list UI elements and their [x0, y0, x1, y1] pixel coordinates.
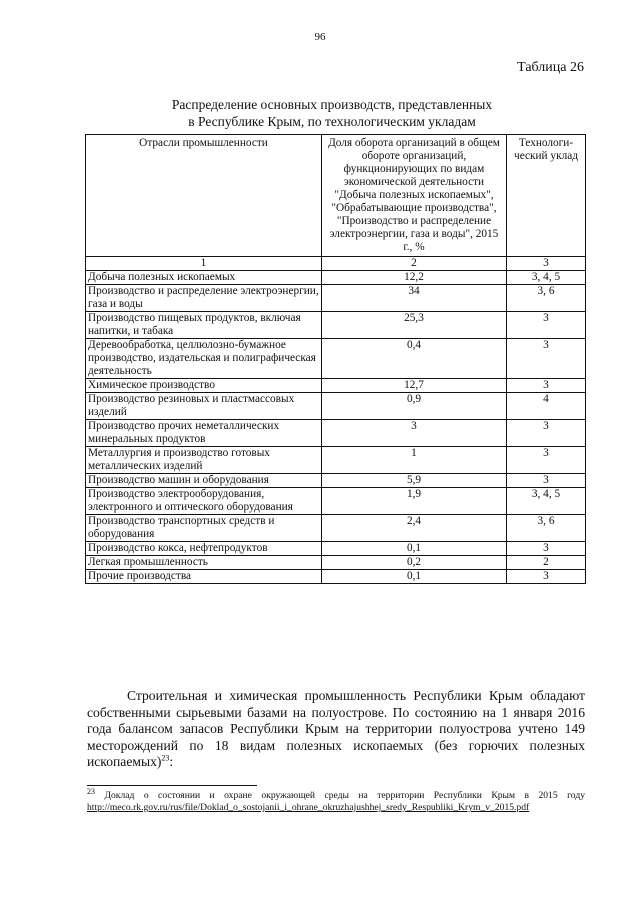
- cell-industry: Металлургия и производство готовых металлических изделий: [86, 447, 322, 474]
- cell-industry: Производство кокса, нефтепродуктов: [86, 542, 322, 556]
- table-row: [86, 393, 586, 420]
- table-row: [86, 474, 586, 488]
- cell-mode: 3: [507, 474, 586, 488]
- cell-share: 2,4: [322, 515, 507, 542]
- industry-table: [85, 134, 586, 584]
- cell-mode: 3: [507, 420, 586, 447]
- cell-share: 34: [322, 285, 507, 312]
- footnote-link[interactable]: http://meco.rk.gov.ru/rus/file/Doklad_o_sostojanii_i_ohrane_okruzhajushhej_sredy_Respubliki_Krym_v_2015.pdf: [87, 802, 530, 813]
- table-row: [86, 285, 586, 312]
- cell-industry: Производство машин и оборудования: [86, 474, 322, 488]
- table-row: [86, 379, 586, 393]
- cell-mode: 3: [507, 339, 586, 379]
- table-header-row: [86, 135, 586, 257]
- table-label: Таблица 26: [517, 60, 584, 75]
- cell-industry: Химическое производство: [86, 379, 322, 393]
- footnote-text: Доклад о состоянии и охране окружающей среды на территории Республики Крым в 2015 году: [104, 790, 585, 801]
- cell-share: 0,2: [322, 556, 507, 570]
- cell-industry: Деревообработка, целлюлозно-бумажное производство, издательская и полиграфическая деятельность: [86, 339, 322, 379]
- caption-line-2: в Республике Крым, по технологическим укладам: [188, 114, 476, 129]
- cell-share: 0,1: [322, 542, 507, 556]
- table-body: [86, 271, 586, 584]
- column-number-row: [86, 257, 586, 271]
- cell-industry: Добыча полезных ископаемых: [86, 271, 322, 285]
- cell-share: 12,7: [322, 379, 507, 393]
- column-number: 1: [86, 257, 322, 271]
- cell-mode: 3, 4, 5: [507, 488, 586, 515]
- cell-share: 0,4: [322, 339, 507, 379]
- table-row: [86, 488, 586, 515]
- footnote: [87, 786, 585, 814]
- footnote-reference[interactable]: 23: [161, 753, 170, 763]
- cell-share: 0,1: [322, 570, 507, 584]
- cell-industry: Производство прочих неметаллических минеральных продуктов: [86, 420, 322, 447]
- cell-industry: Производство пищевых продуктов, включая напитки, и табака: [86, 312, 322, 339]
- cell-share: 1,9: [322, 488, 507, 515]
- table-row: [86, 570, 586, 584]
- header-share: Доля оборота организаций в общем обороте организаций, функционирующих по видам экономической деятельности "Добыча полезных ископаемых", "Обрабатывающие производства", "Производство и распределение электроэнергии, газа и воды", 2015 г., %: [322, 135, 507, 257]
- table-row: [86, 339, 586, 379]
- body-text: Строительная и химическая промышленность Республики Крым обладают собственными сырьевыми базами на полуострове. По состоянию на 1 января 2016 года балансом запасов Республики Крым на территории полуострова учтено 149 месторождений по 18 видам полезных ископаемых (без горючих полезных ископаемых): [87, 688, 585, 769]
- cell-mode: 3: [507, 379, 586, 393]
- table-row: [86, 556, 586, 570]
- header-industry: Отрасли промышленности: [86, 135, 322, 257]
- cell-industry: Производство электрооборудования, электронного и оптического оборудования: [86, 488, 322, 515]
- header-mode: Технологи-ческий уклад: [507, 135, 586, 257]
- cell-share: 1: [322, 447, 507, 474]
- cell-share: 0,9: [322, 393, 507, 420]
- cell-share: 3: [322, 420, 507, 447]
- cell-industry: Производство транспортных средств и оборудования: [86, 515, 322, 542]
- cell-mode: 3, 6: [507, 285, 586, 312]
- cell-mode: 3: [507, 312, 586, 339]
- table-row: [86, 420, 586, 447]
- footnote-number: 23: [87, 786, 95, 796]
- table-row: [86, 271, 586, 285]
- cell-mode: 3, 6: [507, 515, 586, 542]
- cell-industry: Производство и распределение электроэнергии, газа и воды: [86, 285, 322, 312]
- cell-mode: 4: [507, 393, 586, 420]
- cell-mode: 3: [507, 570, 586, 584]
- cell-industry: Легкая промышленность: [86, 556, 322, 570]
- table-row: [86, 515, 586, 542]
- cell-share: 12,2: [322, 271, 507, 285]
- cell-mode: 3: [507, 542, 586, 556]
- cell-mode: 3, 4, 5: [507, 271, 586, 285]
- cell-share: 5,9: [322, 474, 507, 488]
- page-number: 96: [314, 31, 326, 43]
- caption-line-1: Распределение основных производств, представленных: [171, 97, 493, 112]
- cell-mode: 3: [507, 447, 586, 474]
- cell-share: 25,3: [322, 312, 507, 339]
- column-number: 3: [507, 257, 586, 271]
- body-tail: :: [169, 754, 174, 769]
- table-row: [86, 312, 586, 339]
- cell-industry: Производство резиновых и пластмассовых изделий: [86, 393, 322, 420]
- table-caption: [82, 96, 582, 130]
- cell-industry: Прочие производства: [86, 570, 322, 584]
- column-number: 2: [322, 257, 507, 271]
- body-paragraph: [87, 688, 585, 771]
- footnote-divider: [87, 785, 257, 786]
- cell-mode: 2: [507, 556, 586, 570]
- table-row: [86, 542, 586, 556]
- table-row: [86, 447, 586, 474]
